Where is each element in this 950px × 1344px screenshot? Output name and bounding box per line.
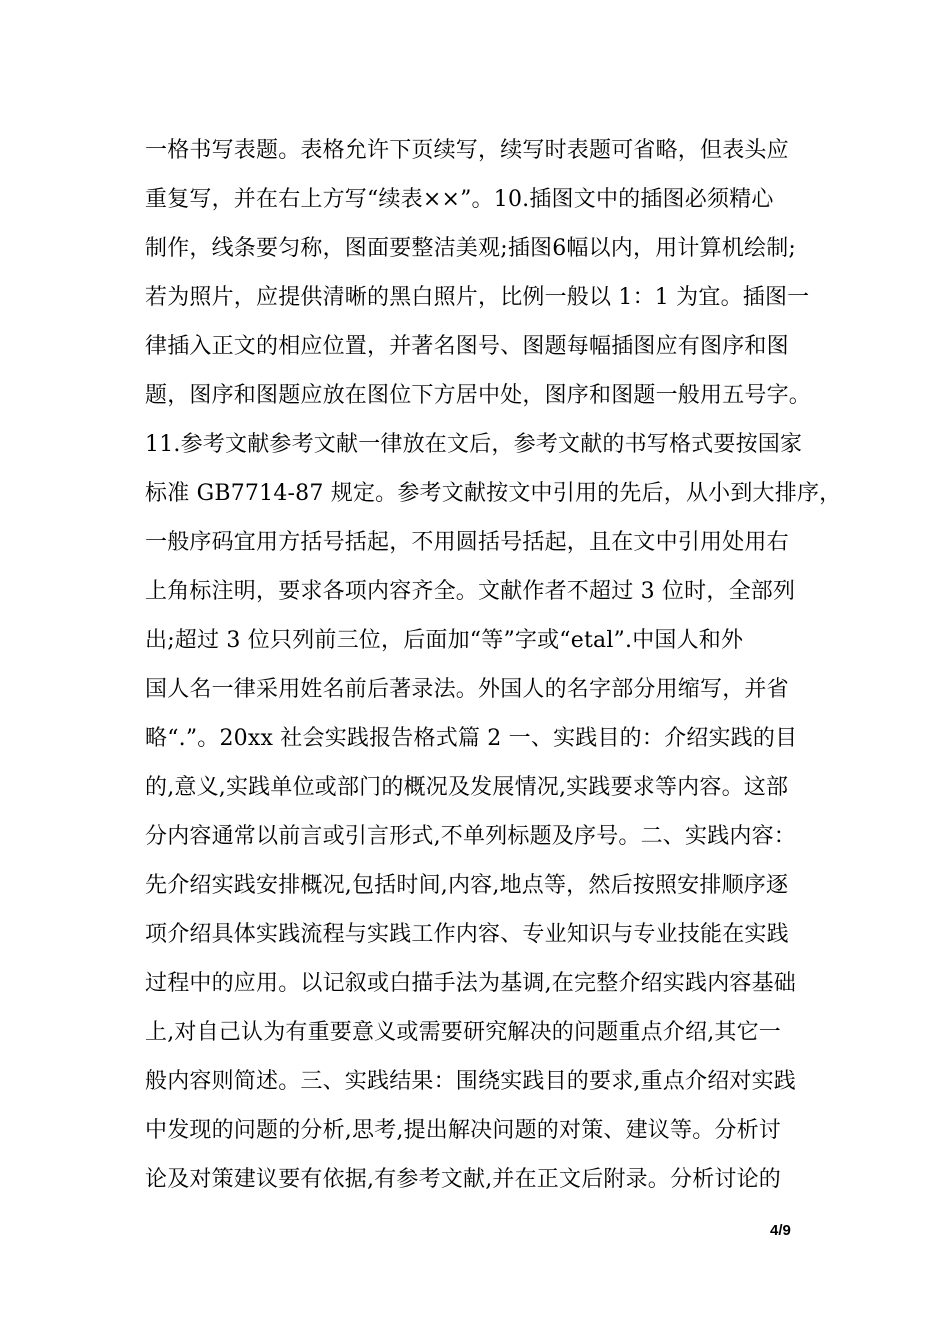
text-line: 制作，线条要匀称，图面要整洁美观;插图6幅以内，用计算机绘制; [145,236,797,261]
text-line: 分内容通常以前言或引言形式,不单列标题及序号。二、实践内容： [145,824,796,849]
text-line: 11.参考文献参考文献一律放在文后，参考文献的书写格式要按国家 [145,432,803,457]
page-number: 4/9 [770,1222,791,1239]
text-line: 先介绍实践安排概况,包括时间,内容,地点等，然后按照安排顺序逐 [145,873,789,898]
text-line: 上,对自己认为有重要意义或需要研究解决的问题重点介绍,其它一 [145,1020,781,1045]
body-text [145,126,842,1204]
text-line: 项介绍具体实践流程与实践工作内容、专业知识与专业技能在实践 [145,922,789,947]
text-line: 的,意义,实践单位或部门的概况及发展情况,实践要求等内容。这部 [145,775,789,800]
text-line: 律插入正文的相应位置，并著名图号、图题每幅插图应有图序和图 [145,334,789,359]
text-line: 国人名一律采用姓名前后著录法。外国人的名字部分用缩写，并省 [145,677,789,702]
text-line: 一格书写表题。表格允许下页续写，续写时表题可省略，但表头应 [145,138,789,163]
text-line: 题，图序和图题应放在图位下方居中处，图序和图题一般用五号字。 [145,383,812,408]
text-line: 出;超过 3 位只列前三位，后面加“等”字或“etal”.中国人和外 [145,628,744,653]
text-line: 般内容则简述。三、实践结果：围绕实践目的要求,重点介绍对实践 [145,1069,796,1094]
text-line: 上角标注明，要求各项内容齐全。文献作者不超过 3 位时，全部列 [145,579,796,604]
text-line: 略“.”。20xx 社会实践报告格式篇 2 一、实践目的：介绍实践的目 [145,726,798,751]
text-line: 中发现的问题的分析,思考,提出解决问题的对策、建议等。分析讨 [145,1118,781,1143]
text-line: 重复写，并在右上方写“续表××”。10.插图文中的插图必须精心 [145,187,774,212]
text-line: 标准 GB7714-87 规定。参考文献按文中引用的先后，从小到大排序， [145,481,842,506]
text-line: 一般序码宜用方括号括起，不用圆括号括起，且在文中引用处用右 [145,530,789,555]
text-line: 论及对策建议要有依据,有参考文献,并在正文后附录。分析讨论的 [145,1167,781,1192]
text-line: 若为照片，应提供清晰的黑白照片，比例一般以 1：1 为宜。插图一 [145,285,810,310]
text-line: 过程中的应用。以记叙或白描手法为基调,在完整介绍实践内容基础 [145,971,796,996]
